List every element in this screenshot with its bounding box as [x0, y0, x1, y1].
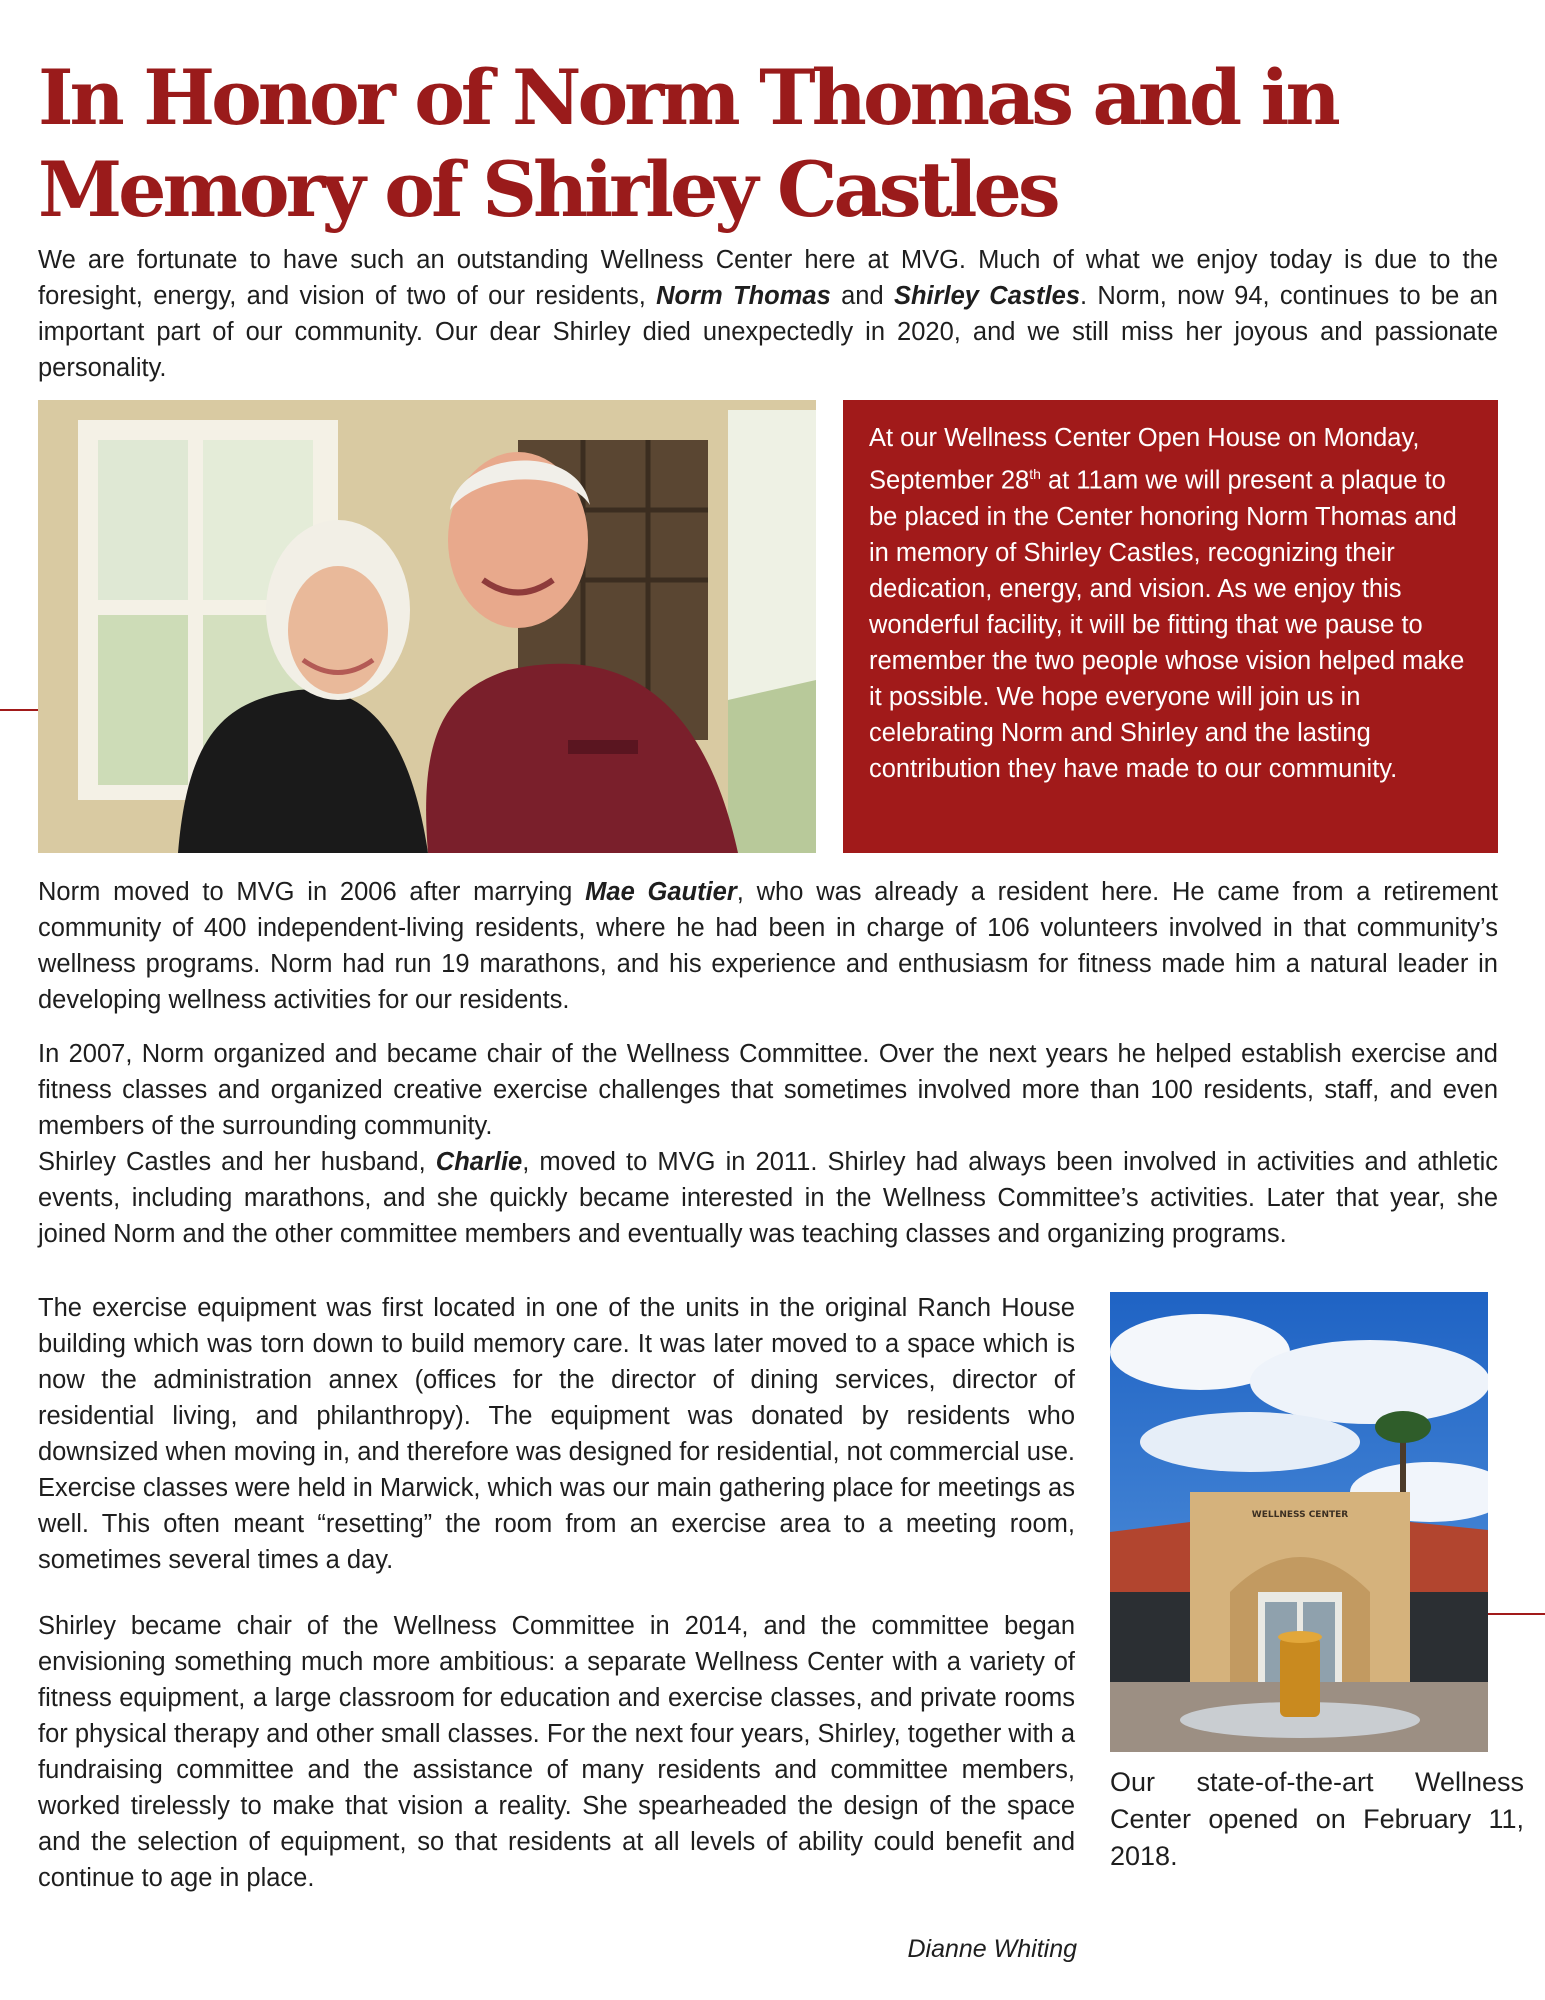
right-margin-rule [1488, 1613, 1545, 1615]
wellness-center-caption: Our state-of-the-art Wellness Center opened on February 11, 2018. [1110, 1767, 1524, 1871]
wellness-center-photo [1110, 1292, 1488, 1752]
author-signature: Dianne Whiting [907, 1935, 1077, 1963]
equipment-paragraph: The exercise equipment was first located in one of the units in the original Ranch House building which was torn down to build memory care. It was later moved to a space which is now the administration annex (offices for the director of dining services, director of residential living, and philanthropy). The equipment was donated by residents who downsized when moving in, and therefore was designed for residential, not commercial use. Exercise classes were held in Marwick, which was our main gathering place for meetings as well. This often meant “resetting” the room from an exercise area to a meeting room, sometimes several times a day. [38, 1294, 1075, 1574]
shirley-paragraph: Shirley Castles and her husband, Charlie, moved to MVG in 2011. Shirley had always been involved in activities and athletic events, including marathons, and she quickly became interested in the Wellness Committee’s activities. Later that year, she joined Norm and the other committee members and eventually was teaching classes and organizing programs. [38, 1148, 1498, 1248]
name-shirley-castles: Shirley Castles [893, 282, 1080, 310]
callout-text: At our Wellness Center Open House on Monday, September 28th at 11am we will present a plaque to be placed in the Center honoring Norm Thomas and in memory of Shirley Castles, recognizing their dedication, energy, and vision. As we enjoy this wonderful facility, it will be fitting that we pause to remember the two people whose vision helped make it possible. We hope everyone will join us in celebrating Norm and Shirley and the lasting contribution they have made to our community. [869, 424, 1465, 783]
wellness-committee-2007-paragraph: In 2007, Norm organized and became chair of the Wellness Committee. Over the next years he helped establish exercise and fitness classes and organized creative exercise challenges that sometimes involved more than 100 residents, staff, and even members of the surrounding community. [38, 1040, 1498, 1140]
name-norm-thomas: Norm Thomas [656, 282, 831, 310]
open-house-callout [843, 400, 1498, 853]
name-mae-gautier: Mae Gautier [585, 878, 737, 906]
wellness-center-2014-paragraph: Shirley became chair of the Wellness Committee in 2014, and the committee began envisioning something much more ambitious: a separate Wellness Center with a variety of fitness equipment, a large classroom for education and exercise classes, and private rooms for physical therapy and other small classes. For the next four years, Shirley, together with a fundraising committee and the assistance of many residents and committee members, worked tirelessly to make that vision a reality. She spearheaded the design of the space and the selection of equipment, so that residents at all levels of ability could benefit and continue to age in place. [38, 1612, 1076, 1892]
norm-paragraph: Norm moved to MVG in 2006 after marrying Mae Gautier, who was already a resident here. He came from a retirement community of 400 independent-living residents, where he had been in charge of 106 volunteers involved in that community’s wellness programs. Norm had run 19 marathons, and his experience and enthusiasm for fitness made him a natural leader in developing wellness activities for our residents. [38, 878, 1499, 1014]
title-line-2: Memory of Shirley Castles [38, 145, 1057, 234]
name-charlie: Charlie [435, 1148, 523, 1176]
norm-shirley-photo [38, 400, 816, 853]
wellness-center-sign: WELLNESS CENTER [1251, 1510, 1349, 1520]
title-line-1: In Honor of Norm Thomas and in [38, 53, 1337, 142]
intro-paragraph: We are fortunate to have such an outstanding Wellness Center here at MVG. Much of what we enjoy today is due to the foresight, energy, and vision of two of our residents, Norm Thomas and Shirley Castles. Norm, now 94, continues to be an important part of our community. Our dear Shirley died unexpectedly in 2020, and we still miss her joyous and passionate personality. [38, 246, 1498, 382]
left-margin-rule [0, 709, 38, 711]
page-title [38, 52, 1438, 236]
